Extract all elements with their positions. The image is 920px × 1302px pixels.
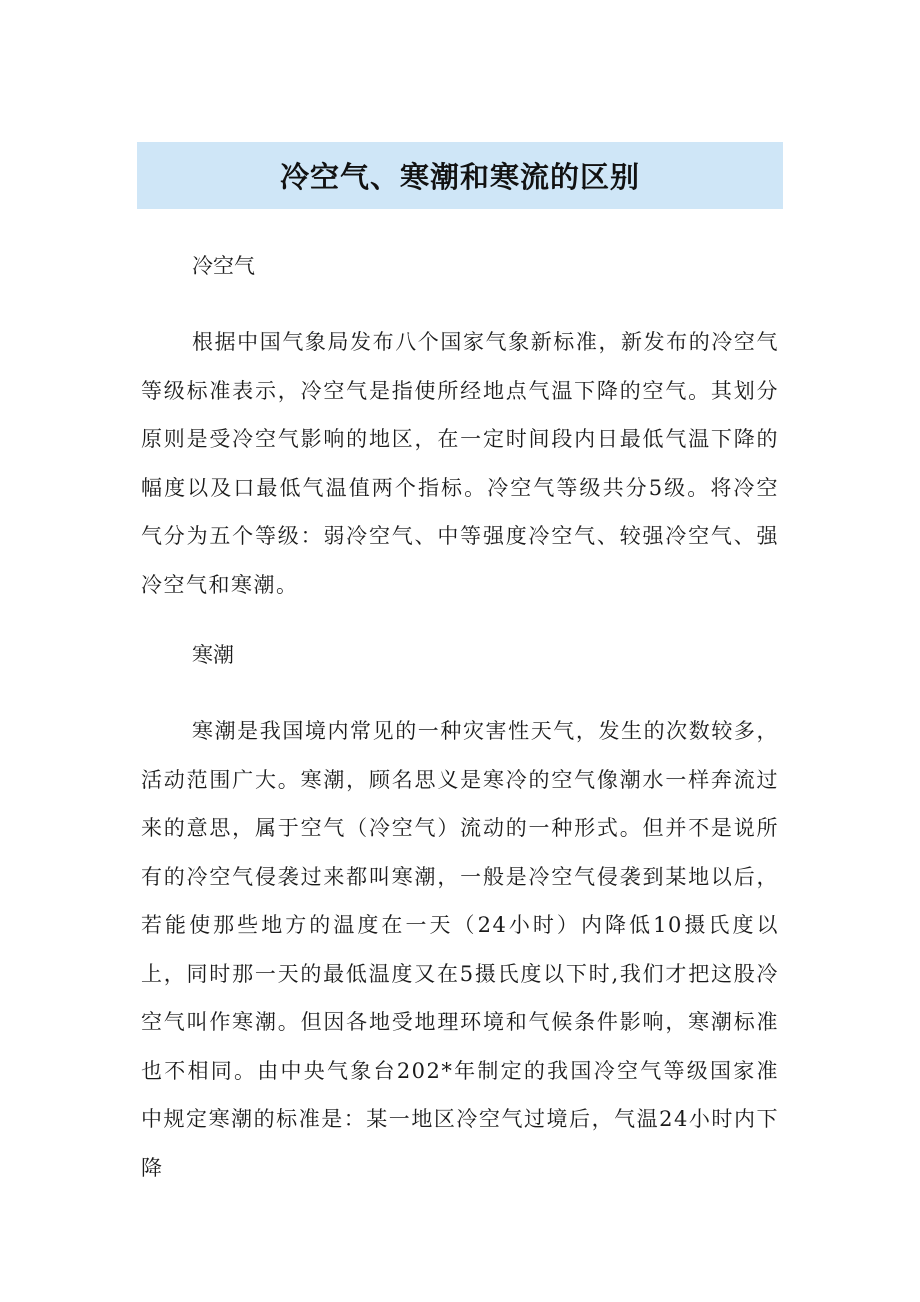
section-paragraph-cold-wave: 寒潮是我国境内常见的一种灾害性天气，发生的次数较多，活动范围广大。寒潮，顾名思义是寒冷的空气像潮水一样奔流过来的意思，属于空气（冷空气）流动的一种形式。但并不是说所有的冷空气侵袭过来都叫寒潮，一般是冷空气侵袭到某地以后，若能使那些地方的温度在一天（24小时）内降低10摄氏度以上，同时那一天的最低温度又在5摄氏度以下时,我们才把这股冷空气叫作寒潮。但因各地受地理环境和气候条件影响，寒潮标准也不相同。由中央气象台202*年制定的我国冷空气等级国家准中规定寒潮的标准是：某一地区冷空气过境后，气温24小时内下降 [141, 719, 779, 1180]
title-banner [137, 142, 783, 209]
section-heading-cold-wave: 寒潮 [192, 643, 234, 667]
section-heading-cold-air: 冷空气 [192, 254, 255, 278]
document-title: 冷空气、寒潮和寒流的区别 [279, 160, 640, 194]
section-paragraph-cold-air: 根据中国气象局发布八个国家气象新标准，新发布的冷空气等级标准表示，冷空气是指使所经地点气温下降的空气。其划分原则是受冷空气影响的地区，在一定时间段内日最低气温下降的幅度以及口最低气温值两个指标。冷空气等级共分5级。将冷空气分为五个等级：弱冷空气、中等强度冷空气、较强冷空气、强冷空气和寒潮。 [141, 330, 779, 597]
document-body [141, 242, 779, 1192]
